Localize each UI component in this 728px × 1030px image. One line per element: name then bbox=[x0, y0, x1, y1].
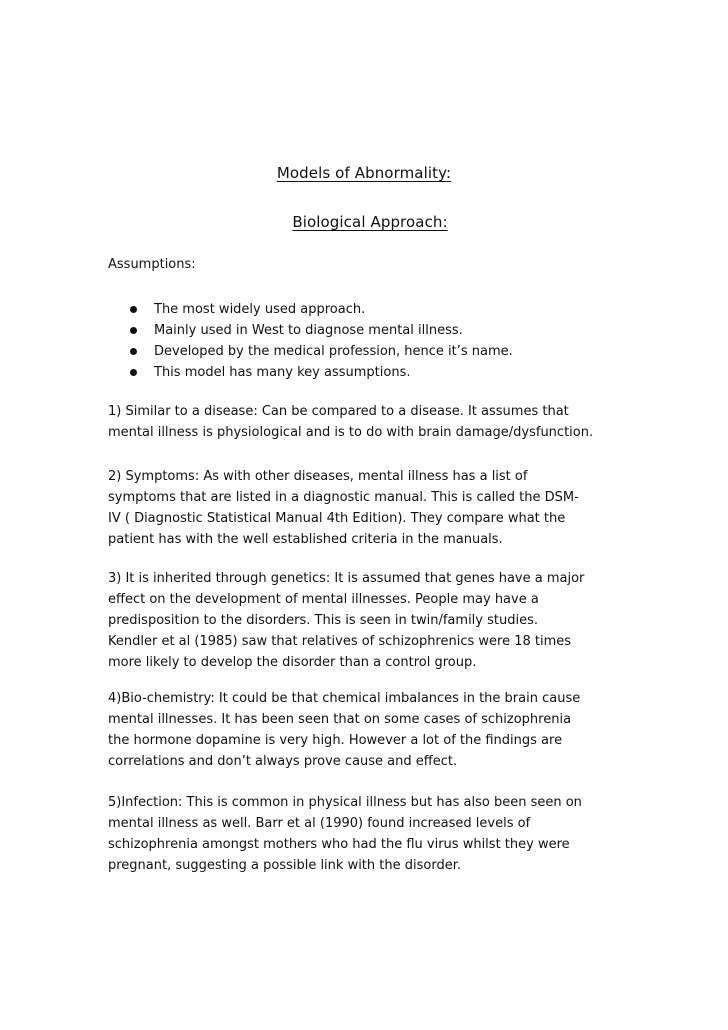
paragraph-line: mental illness as well. Barr et al (1990) found increased levels of bbox=[108, 816, 531, 831]
bullet-item bbox=[128, 320, 513, 341]
paragraph-similar-to-disease bbox=[108, 401, 628, 443]
paragraph-line: 3) It is inherited through genetics: It is assumed that genes have a major bbox=[108, 571, 585, 586]
paragraph-line: Kendler et al (1985) saw that relatives of schizophrenics were 18 times bbox=[108, 634, 572, 649]
paragraph-line: 1) Similar to a disease: Can be compared to a disease. It assumes that bbox=[108, 404, 569, 419]
paragraph-line: correlations and don’t always prove cause and effect. bbox=[108, 754, 458, 769]
bullet-item bbox=[128, 299, 513, 320]
paragraph-line: 5)Infection: This is common in physical illness but has also been seen on bbox=[108, 795, 582, 810]
paragraph-line: mental illness is physiological and is to do with brain damage/dysfunction. bbox=[108, 425, 594, 440]
paragraph-line: IV ( Diagnostic Statistical Manual 4th Edition). They compare what the bbox=[108, 511, 566, 526]
page-title: Models of Abnormality: bbox=[276, 164, 452, 182]
paragraph-genetics bbox=[108, 568, 628, 673]
paragraph-line: symptoms that are listed in a diagnostic manual. This is called the DSM- bbox=[108, 490, 579, 505]
paragraph-line: patient has with the well established criteria in the manuals. bbox=[108, 532, 503, 547]
bullet-item bbox=[128, 341, 513, 362]
bullet-text: The most widely used approach. bbox=[154, 302, 366, 317]
assumptions-label: Assumptions: bbox=[108, 257, 196, 272]
bullet-text: Mainly used in West to diagnose mental illness. bbox=[154, 323, 463, 338]
paragraph-symptoms bbox=[108, 466, 628, 550]
paragraph-line: schizophrenia amongst mothers who had the flu virus whilst they were bbox=[108, 837, 570, 852]
paragraph-line: 2) Symptoms: As with other diseases, mental illness has a list of bbox=[108, 469, 528, 484]
bullet-text: This model has many key assumptions. bbox=[154, 365, 411, 380]
bullet-item bbox=[128, 362, 513, 383]
paragraph-line: 4)Bio-chemistry: It could be that chemical imbalances in the brain cause bbox=[108, 691, 581, 706]
bullet-text: Developed by the medical profession, hence it’s name. bbox=[154, 344, 513, 359]
paragraph-infection bbox=[108, 792, 628, 876]
paragraph-line: more likely to develop the disorder than a control group. bbox=[108, 655, 477, 670]
section-subtitle: Biological Approach: bbox=[292, 213, 448, 231]
paragraph-line: the hormone dopamine is very high. However a lot of the findings are bbox=[108, 733, 563, 748]
assumptions-bullet-list bbox=[128, 299, 513, 383]
paragraph-line: mental illnesses. It has been seen that on some cases of schizophrenia bbox=[108, 712, 572, 727]
paragraph-line: effect on the development of mental illnesses. People may have a bbox=[108, 592, 539, 607]
bullet-icon bbox=[130, 327, 137, 334]
bullet-icon bbox=[130, 348, 137, 355]
bullet-icon bbox=[130, 369, 137, 376]
paragraph-line: predisposition to the disorders. This is seen in twin/family studies. bbox=[108, 613, 538, 628]
paragraph-line: pregnant, suggesting a possible link with the disorder. bbox=[108, 858, 461, 873]
bullet-icon bbox=[130, 306, 137, 313]
paragraph-bio-chemistry bbox=[108, 688, 628, 772]
